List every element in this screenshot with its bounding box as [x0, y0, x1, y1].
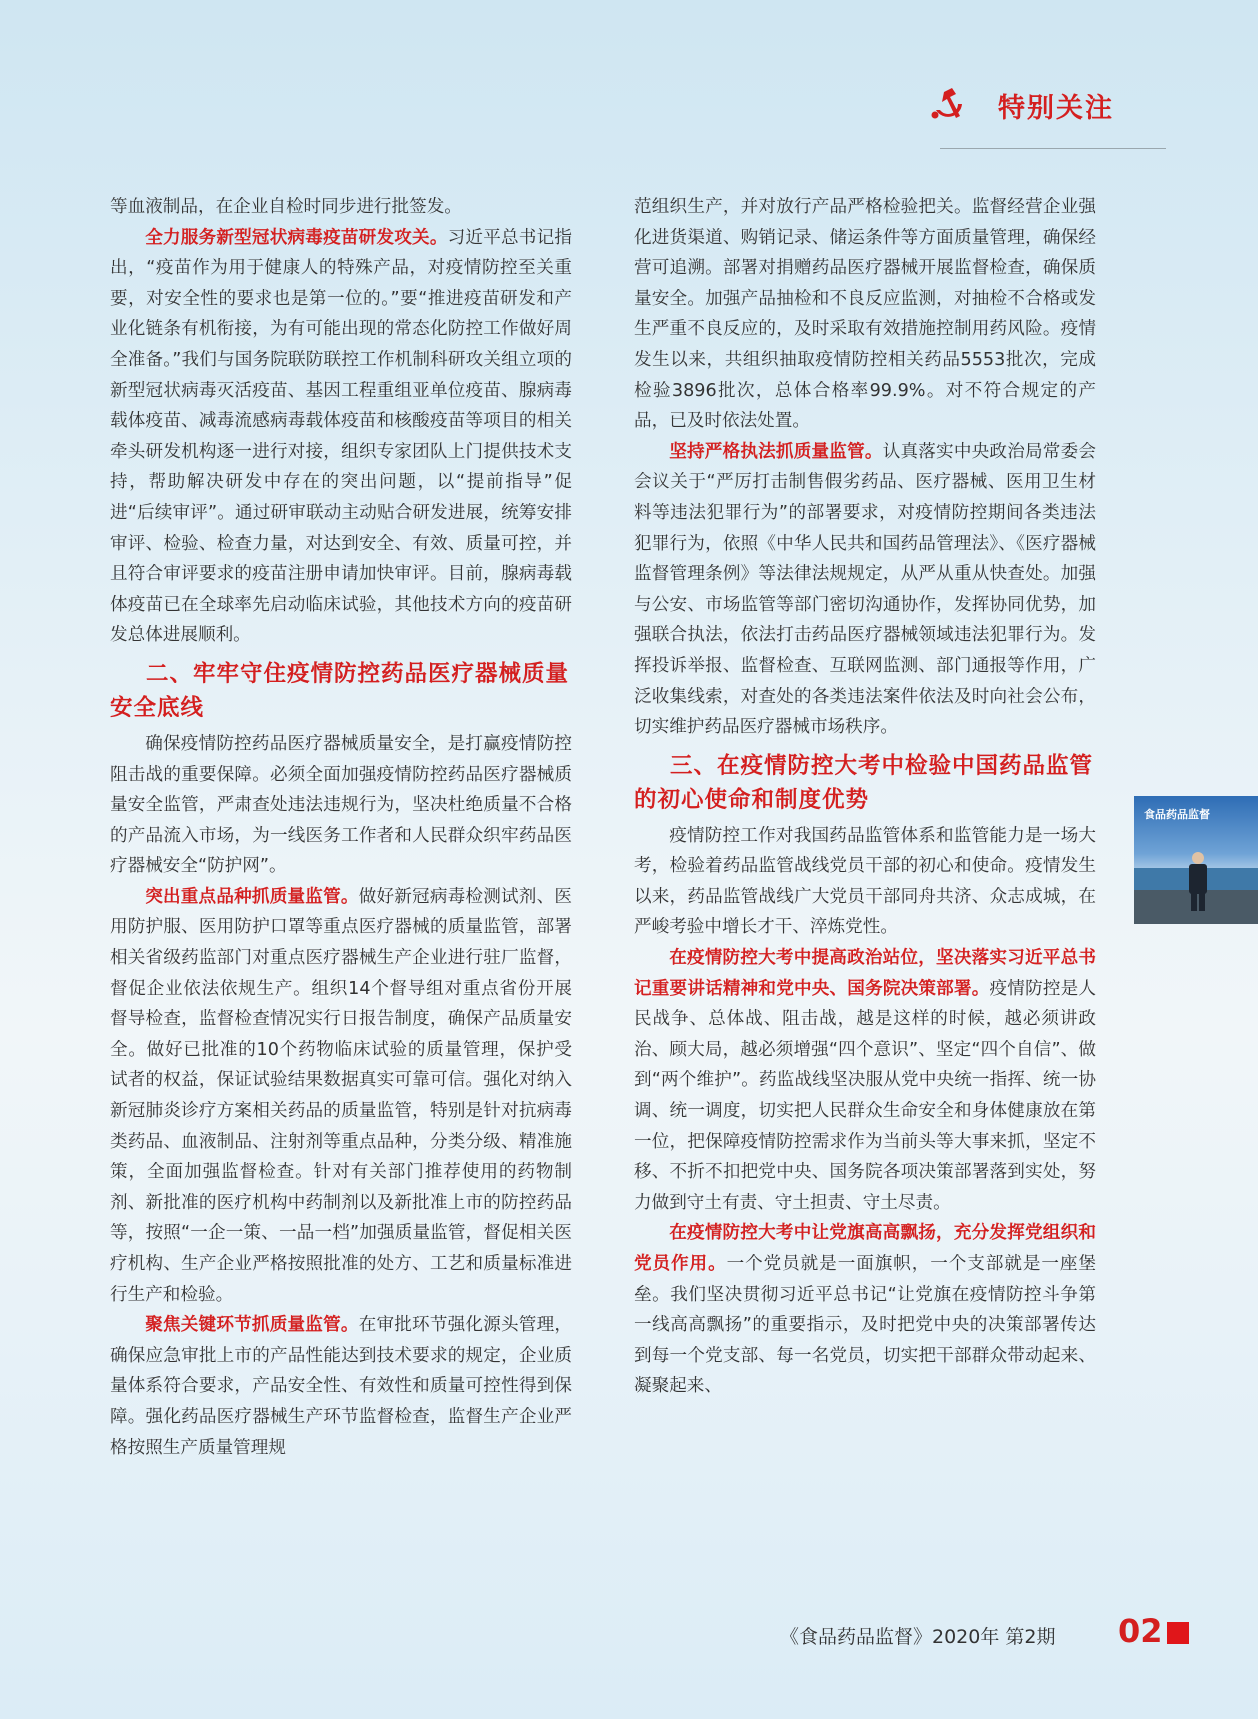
page-marker-block [1167, 1622, 1189, 1644]
paragraph [634, 437, 1096, 743]
left-column [110, 192, 572, 1463]
paragraph: 等血液制品，在企业自检时同步进行批签发。 [110, 197, 462, 217]
paragraph-body: 认真落实中央政治局常委会会议关于“严厉打击制售假劣药品、医疗器械、医用卫生材料等违法犯罪行为”的部署要求，对疫情防控期间各类违法犯罪行为，依照《中华人民共和国药品管理法》、《医疗器械监督管理条例》等法律法规规定，从严从重从快查处。加强与公安、市场监管等部门密切沟通协作，发挥协同优势，加强联合执法，依法打击药品医疗器械领域违法犯罪行为。发挥投诉举报、监督检查、互联网监测、部门通报等作用，广泛收集线索，对查处的各类违法案件依法及时向社会公布，切实维护药品医疗器械市场秩序。 [634, 441, 1096, 738]
paragraph-lead: 坚持严格执法抓质量监管。 [669, 441, 883, 462]
paragraph [110, 223, 572, 651]
paragraph [110, 882, 572, 1310]
paragraph-body: 习近平总书记指出，“疫苗作为用于健康人的特殊产品，对疫情防控至关重要，对安全性的要求也是第一位的。”要“推进疫苗研发和产业化链条有机衔接，为有可能出现的常态化防控工作做好周全准备。”我们与国务院联防联控工作机制科研攻关组立项的新型冠状病毒灭活疫苗、基因工程重组亚单位疫苗、腺病毒载体疫苗、减毒流感病毒载体疫苗和核酸疫苗等项目的相关牵头研发机构逐一进行对接，组织专家团队上门提供技术支持，帮助解决研发中存在的突出问题，以“提前指导”促进“后续审评”。通过研审联动主动贴合研发进展，统筹安排审评、检验、检查力量，对达到安全、有效、质量可控，并且符合审评要求的疫苗注册申请加快审评。目前，腺病毒载体疫苗已在全球率先启动临床试验，其他技术方向的疫苗研发总体进展顺利。 [110, 227, 572, 646]
section-tag: 特别关注 [998, 93, 1114, 124]
hammer-sickle-icon [928, 84, 968, 124]
page-number: 02 [1118, 1612, 1163, 1650]
paragraph-body: 做好新冠病毒检测试剂、医用防护服、医用防护口罩等重点医疗器械的质量监管，部署相关省级药监部门对重点医疗器械生产企业进行驻厂监督，督促企业依法依规生产。组织14个督导组对重点省份开展督导检查，监督检查情况实行日报告制度，确保产品质量安全。做好已批准的10个药物临床试验的质量管理，保护受试者的权益，保证试验结果数据真实可靠可信。强化对纳入新冠肺炎诊疗方案相关药品的质量监管，特别是针对抗病毒类药品、血液制品、注射剂等重点品种，分类分级、精准施策，全面加强监督检查。针对有关部门推荐使用的药物制剂、新批准的医疗机构中药制剂以及新批准上市的防控药品等，按照“一企一策、一品一档”加强质量监管，督促相关医疗机构、生产企业严格按照批准的处方、工艺和质量标准进行生产和检验。 [110, 886, 572, 1305]
paragraph-lead: 在疫情防控大考中提高政治站位，坚决落实习近平总书记重要讲话精神和党中央、国务院决策部署。 [634, 948, 1096, 999]
paragraph [634, 943, 1096, 1218]
side-photo [1134, 796, 1258, 924]
paragraph-body: 一个党员就是一面旗帜，一个支部就是一座堡垒。我们坚决贯彻习近平总书记“让党旗在疫情防控斗争第一线高高飘扬”的重要指示，及时把党中央的决策部署传达到每一个党支部、每一名党员，切实把干部群众带动起来、凝聚起来、 [634, 1254, 1096, 1397]
paragraph [634, 1218, 1096, 1402]
journal-citation: 《食品药品监督》2020年 第2期 [780, 1626, 1056, 1648]
section-heading: 三、在疫情防控大考中检验中国药品监管的初心使命和制度优势 [634, 752, 1094, 813]
right-column [634, 192, 1096, 1402]
paragraph: 确保疫情防控药品医疗器械质量安全，是打赢疫情防控阻击战的重要保障。必须全面加强疫情防控药品医疗器械质量安全监管，严肃查处违法违规行为，坚决杜绝质量不合格的产品流入市场，为一线医务工作者和人民群众织牢药品医疗器械安全“防护网”。 [110, 733, 572, 877]
header-divider [940, 148, 1166, 149]
paragraph-lead: 全力服务新型冠状病毒疫苗研发攻关。 [145, 227, 448, 248]
side-photo-label: 食品药品监督 [1144, 808, 1210, 821]
paragraph [110, 1310, 572, 1463]
page-header [0, 0, 1258, 160]
paragraph-lead: 在疫情防控大考中让党旗高高飘扬，充分发挥党组织和党员作用。 [634, 1223, 1096, 1274]
paragraph-lead: 聚焦关键环节抓质量监管。 [145, 1315, 359, 1336]
paragraph-lead: 突出重点品种抓质量监管。 [145, 886, 359, 907]
paragraph-body: 在审批环节强化源头管理，确保应急审批上市的产品性能达到技术要求的规定，企业质量体系符合要求，产品安全性、有效性和质量可控性得到保障。强化药品医疗器械生产环节监督检查，监督生产企业严格按照生产质量管理规 [110, 1315, 572, 1458]
paragraph: 疫情防控工作对我国药品监管体系和监管能力是一场大考，检验着药品监管战线党员干部的初心和使命。疫情发生以来，药品监管战线广大党员干部同舟共济、众志成城，在严峻考验中增长才干、淬炼党性。 [634, 825, 1096, 938]
section-heading: 二、牢牢守住疫情防控药品医疗器械质量安全底线 [110, 660, 570, 721]
paragraph-body: 疫情防控是人民战争、总体战、阻击战，越是这样的时候，越必须讲政治、顾大局，越必须增强“四个意识”、坚定“四个自信”、做到“两个维护”。药监战线坚决服从党中央统一指挥、统一协调、统一调度，切实把人民群众生命安全和身体健康放在第一位，把保障疫情防控需求作为当前头等大事来抓，坚定不移、不折不扣把党中央、国务院各项决策部署落到实处，努力做到守土有责、守土担责、守土尽责。 [634, 978, 1096, 1213]
paragraph: 范组织生产，并对放行产品严格检验把关。监督经营企业强化进货渠道、购销记录、储运条件等方面质量管理，确保经营可追溯。部署对捐赠药品医疗器械开展监督检查，确保质量安全。加强产品抽检和不良反应监测，对抽检不合格或发生严重不良反应的，及时采取有效措施控制用药风险。疫情发生以来，共组织抽取疫情防控相关药品5553批次，完成检验3896批次，总体合格率99.9%。对不符合规定的产品，已及时依法处置。 [634, 197, 1096, 432]
